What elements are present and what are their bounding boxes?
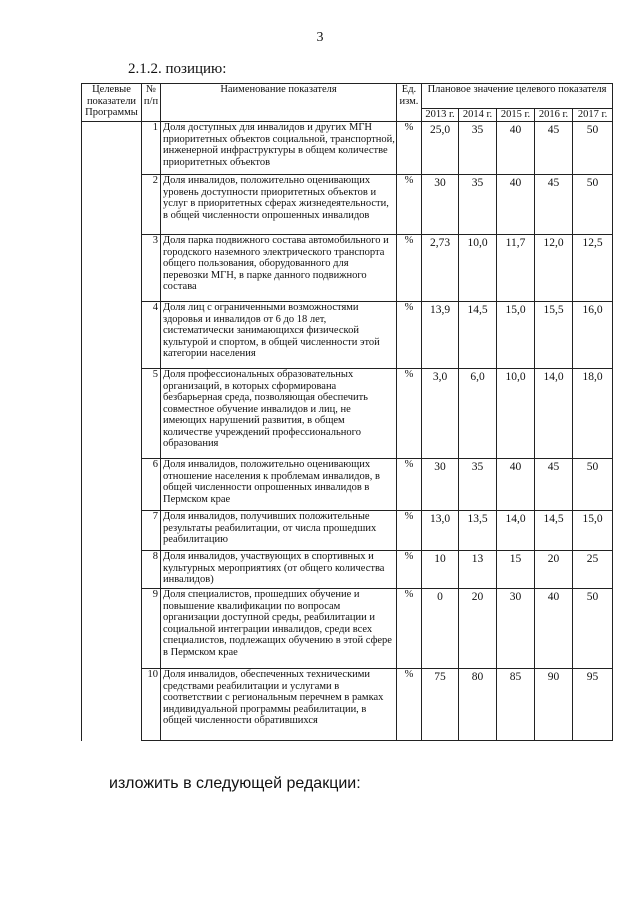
unit-cell: % <box>397 122 422 175</box>
goal-cell <box>82 369 142 459</box>
indicator-name: Доля лиц с ограниченными возможностями здоровья и инвалидов от 6 до 18 лет, систематически занимающихся физической культурой и спортом, в общей численности этой категории населения <box>161 302 397 369</box>
table-row <box>82 369 613 459</box>
header-num: № п/п <box>142 84 161 122</box>
value-cell: 40 <box>535 589 573 669</box>
value-cell: 12,0 <box>535 235 573 302</box>
value-cell: 15 <box>497 551 535 589</box>
value-cell: 50 <box>573 459 613 511</box>
row-number: 9 <box>142 589 161 669</box>
value-cell: 14,0 <box>497 511 535 551</box>
value-cell: 15,0 <box>497 302 535 369</box>
value-cell: 20 <box>459 589 497 669</box>
value-cell: 30 <box>422 175 459 235</box>
value-cell: 18,0 <box>573 369 613 459</box>
table-row <box>82 459 613 511</box>
value-cell: 35 <box>459 459 497 511</box>
outro-text: изложить в следующей редакции: <box>109 775 361 792</box>
unit-cell: % <box>397 235 422 302</box>
intro-text: 2.1.2. позицию: <box>128 61 227 77</box>
table-row <box>82 175 613 235</box>
value-cell: 95 <box>573 669 613 741</box>
header-name: Наименование показателя <box>161 84 397 122</box>
unit-cell: % <box>397 459 422 511</box>
value-cell: 45 <box>535 122 573 175</box>
value-cell: 35 <box>459 122 497 175</box>
header-year: 2014 г. <box>459 109 497 122</box>
value-cell: 50 <box>573 175 613 235</box>
row-number: 3 <box>142 235 161 302</box>
value-cell: 35 <box>459 175 497 235</box>
row-number: 8 <box>142 551 161 589</box>
value-cell: 90 <box>535 669 573 741</box>
value-cell: 13 <box>459 551 497 589</box>
goal-cell <box>82 122 142 175</box>
goal-cell <box>82 235 142 302</box>
value-cell: 50 <box>573 122 613 175</box>
value-cell: 40 <box>497 175 535 235</box>
row-number: 4 <box>142 302 161 369</box>
value-cell: 50 <box>573 589 613 669</box>
value-cell: 13,9 <box>422 302 459 369</box>
value-cell: 10,0 <box>459 235 497 302</box>
table-row <box>82 589 613 669</box>
value-cell: 25,0 <box>422 122 459 175</box>
value-cell: 25 <box>573 551 613 589</box>
value-cell: 3,0 <box>422 369 459 459</box>
page-number: 3 <box>316 30 324 45</box>
unit-cell: % <box>397 669 422 741</box>
value-cell: 15,0 <box>573 511 613 551</box>
value-cell: 6,0 <box>459 369 497 459</box>
value-cell: 11,7 <box>497 235 535 302</box>
unit-cell: % <box>397 302 422 369</box>
value-cell: 14,0 <box>535 369 573 459</box>
value-cell: 20 <box>535 551 573 589</box>
value-cell: 0 <box>422 589 459 669</box>
unit-cell: % <box>397 369 422 459</box>
unit-cell: % <box>397 551 422 589</box>
unit-cell: % <box>397 175 422 235</box>
value-cell: 40 <box>497 459 535 511</box>
row-number: 7 <box>142 511 161 551</box>
goal-cell <box>82 175 142 235</box>
table-row <box>82 235 613 302</box>
unit-cell: % <box>397 589 422 669</box>
table-row <box>82 302 613 369</box>
goal-cell <box>82 511 142 551</box>
header-unit: Ед. изм. <box>397 84 422 122</box>
value-cell: 80 <box>459 669 497 741</box>
header-goal: Целевые показатели Программы <box>82 84 142 122</box>
table-row <box>82 551 613 589</box>
goal-cell <box>82 669 142 741</box>
header-year: 2016 г. <box>535 109 573 122</box>
value-cell: 45 <box>535 459 573 511</box>
value-cell: 14,5 <box>459 302 497 369</box>
indicator-name: Доля доступных для инвалидов и других МГН приоритетных объектов социальной, транспортной, инженерной инфраструктуры в общем количестве приоритетных объектов <box>161 122 397 175</box>
indicator-name: Доля инвалидов, обеспеченных техническими средствами реабилитации и услугами в соответствии с региональным перечнем в рамках индивидуальной программы реабилитации, в общей численности обратившихся <box>161 669 397 741</box>
table-row <box>82 511 613 551</box>
value-cell: 13,0 <box>422 511 459 551</box>
row-number: 2 <box>142 175 161 235</box>
indicator-name: Доля инвалидов, положительно оценивающих уровень доступности приоритетных объектов и услуг в приоритетных сферах жизнедеятельности, в общей численности опрошенных инвалидов <box>161 175 397 235</box>
value-cell: 10 <box>422 551 459 589</box>
row-number: 1 <box>142 122 161 175</box>
value-cell: 2,73 <box>422 235 459 302</box>
value-cell: 30 <box>497 589 535 669</box>
value-cell: 45 <box>535 175 573 235</box>
indicator-name: Доля профессиональных образовательных организаций, в которых сформирована безбарьерная среда, позволяющая обеспечить совместное обучение инвалидов и лиц, не имеющих нарушений развития, в общем количестве учреждений профессионального образования <box>161 369 397 459</box>
value-cell: 85 <box>497 669 535 741</box>
indicator-name: Доля инвалидов, получивших положительные результаты реабилитации, от числа прошедших реабилитацию <box>161 511 397 551</box>
value-cell: 40 <box>497 122 535 175</box>
header-year: 2015 г. <box>497 109 535 122</box>
goal-cell <box>82 589 142 669</box>
goal-cell <box>82 459 142 511</box>
indicator-name: Доля инвалидов, положительно оценивающих отношение населения к проблемам инвалидов, в общей численности опрошенных инвалидов в Пермском крае <box>161 459 397 511</box>
row-number: 5 <box>142 369 161 459</box>
value-cell: 15,5 <box>535 302 573 369</box>
goal-cell <box>82 302 142 369</box>
goal-cell <box>82 551 142 589</box>
indicators-table <box>81 83 613 741</box>
row-number: 6 <box>142 459 161 511</box>
indicator-name: Доля парка подвижного состава автомобильного и городского наземного электрического транспорта общего пользования, оборудованного для перевозки МГН, в парке данного подвижного состава <box>161 235 397 302</box>
header-year: 2017 г. <box>573 109 613 122</box>
value-cell: 30 <box>422 459 459 511</box>
value-cell: 13,5 <box>459 511 497 551</box>
value-cell: 16,0 <box>573 302 613 369</box>
unit-cell: % <box>397 511 422 551</box>
header-plan: Плановое значение целевого показателя <box>422 84 613 109</box>
value-cell: 10,0 <box>497 369 535 459</box>
value-cell: 75 <box>422 669 459 741</box>
indicator-name: Доля специалистов, прошедших обучение и повышение квалификации по вопросам организации доступной среды, реабилитации и социальной интеграции инвалидов, среди всех специалистов, подлежащих обучению в этой сфере в Пермском крае <box>161 589 397 669</box>
table-row <box>82 122 613 175</box>
value-cell: 14,5 <box>535 511 573 551</box>
value-cell: 12,5 <box>573 235 613 302</box>
indicator-name: Доля инвалидов, участвующих в спортивных и культурных мероприятиях (от общего количества инвалидов) <box>161 551 397 589</box>
header-year: 2013 г. <box>422 109 459 122</box>
row-number: 10 <box>142 669 161 741</box>
table-row <box>82 669 613 741</box>
